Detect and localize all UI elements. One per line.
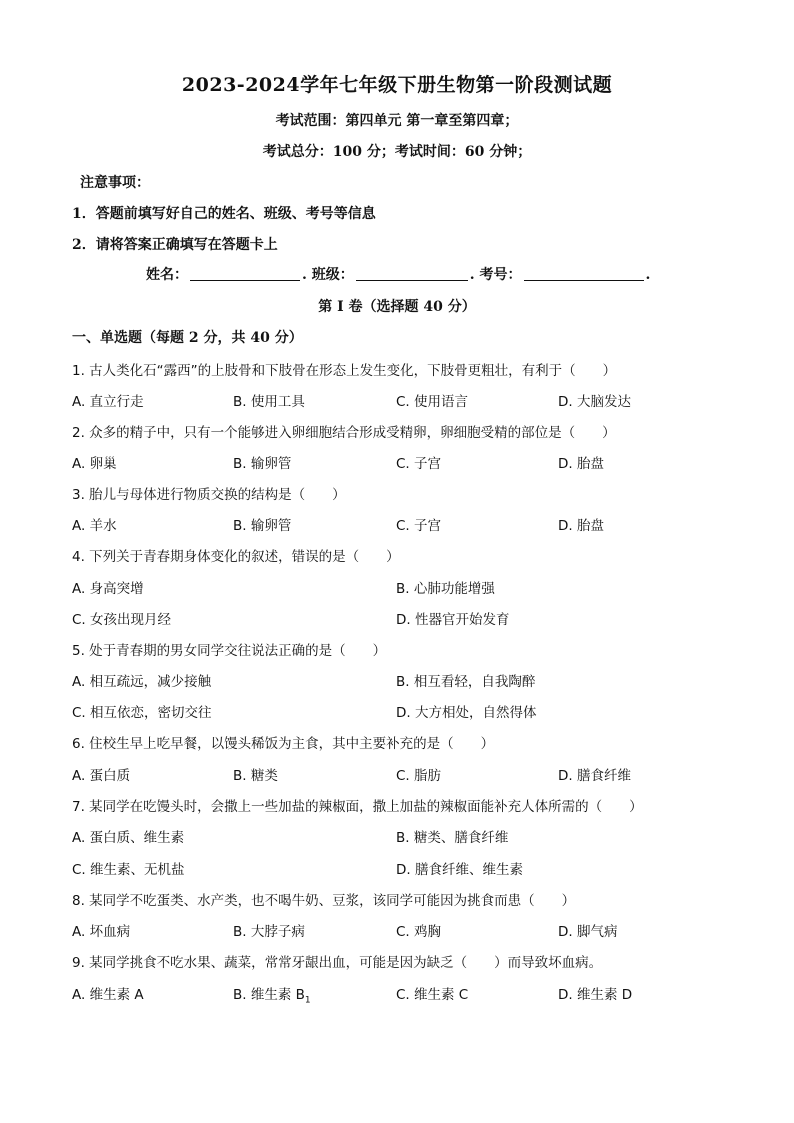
option-d: D. 脚气病: [558, 924, 618, 940]
name-label: 姓名：: [146, 267, 188, 283]
option-d: D. 维生素 D: [558, 987, 633, 1003]
exam-score-time: 考试总分：100 分；考试时间：60 分钟；: [262, 144, 532, 160]
class-label: . 班级：: [302, 267, 354, 283]
student-info-line: [146, 264, 650, 284]
option-b: B. 大脖子病: [233, 924, 305, 940]
name-blank[interactable]: [190, 266, 300, 281]
option-a: A. 直立行走: [72, 394, 144, 410]
id-label: . 考号：: [469, 267, 522, 283]
option-d: D. 膳食纤维、维生素: [396, 862, 523, 878]
option-c: C. 相互依恋，密切交往: [72, 705, 212, 721]
id-blank[interactable]: [524, 266, 644, 281]
option-a: A. 蛋白质、维生素: [72, 830, 185, 846]
option-b-text: B. 维生素 B: [233, 987, 305, 1003]
option-b: B. 相互看轻，自我陶醉: [396, 674, 536, 690]
note-item: 1．答题前填写好自己的姓名、班级、考号等信息: [72, 206, 376, 222]
option-a: A. 卵巢: [72, 456, 117, 472]
question-stem: 7. 某同学在吃馒头时，会撒上一些加盐的辣椒面，撒上加盐的辣椒面能补充人体所需的（ ）: [72, 799, 643, 815]
question-stem: 2. 众多的精子中，只有一个能够进入卵细胞结合形成受精卵，卵细胞受精的部位是（ ）: [72, 425, 616, 441]
part-heading: 第 I 卷（选择题 40 分）: [318, 299, 476, 315]
notes-heading: 注意事项：: [80, 175, 150, 191]
option-c: C. 脂肪: [396, 768, 442, 784]
question-stem: 1. 古人类化石“露西”的上肢骨和下肢骨在形态上发生变化，下肢骨更粗壮，有利于（ ）: [72, 363, 617, 379]
option-b: B. 使用工具: [233, 394, 305, 410]
subscript: 1: [304, 995, 311, 1006]
section-heading: 一、单选题（每题 2 分，共 40 分）: [72, 330, 303, 346]
option-a: A. 蛋白质: [72, 768, 131, 784]
option-a: A. 维生素 A: [72, 987, 144, 1003]
page-title: 2023-2024学年七年级下册生物第一阶段测试题: [181, 74, 613, 96]
option-b: B. 心肺功能增强: [396, 581, 495, 597]
question-stem: 4. 下列关于青春期身体变化的叙述，错误的是（ ）: [72, 549, 400, 565]
option-c: C. 子宫: [396, 456, 442, 472]
info-end: .: [645, 267, 651, 283]
option-d: D. 膳食纤维: [558, 768, 631, 784]
option-a: A. 坏血病: [72, 924, 131, 940]
option-b: B. 输卵管: [233, 518, 292, 534]
class-blank[interactable]: [356, 266, 468, 281]
note-item: 2．请将答案正确填写在答题卡上: [72, 237, 278, 253]
question-stem: 6. 住校生早上吃早餐，以馒头稀饭为主食，其中主要补充的是（ ）: [72, 736, 495, 752]
question-stem: 3. 胎儿与母体进行物质交换的结构是（ ）: [72, 487, 346, 503]
exam-scope: 考试范围：第四单元 第一章至第四章；: [275, 113, 519, 129]
option-c: C. 子宫: [396, 518, 442, 534]
option-c: C. 维生素 C: [396, 987, 469, 1003]
option-c: C. 鸡胸: [396, 924, 442, 940]
option-d: D. 性器官开始发育: [396, 612, 510, 628]
question-stem: 9. 某同学挑食不吃水果、蔬菜，常常牙龈出血，可能是因为缺乏（ ）而导致坏血病。: [72, 955, 603, 971]
option-c: C. 维生素、无机盐: [72, 862, 185, 878]
option-d: D. 大脑发达: [558, 394, 631, 410]
option-b: B. 糖类、膳食纤维: [396, 830, 509, 846]
option-d: D. 胎盘: [558, 518, 604, 534]
question-stem: 5. 处于青春期的男女同学交往说法正确的是（ ）: [72, 643, 387, 659]
option-d: D. 大方相处，自然得体: [396, 705, 537, 721]
option-a: A. 身高突增: [72, 581, 144, 597]
option-b: B. 糖类: [233, 768, 278, 784]
question-stem: 8. 某同学不吃蛋类、水产类，也不喝牛奶、豆浆，该同学可能因为挑食而患（ ）: [72, 893, 576, 909]
option-a: A. 羊水: [72, 518, 117, 534]
option-b: B. 输卵管: [233, 456, 292, 472]
option-c: C. 女孩出现月经: [72, 612, 172, 628]
option-d: D. 胎盘: [558, 456, 604, 472]
option-c: C. 使用语言: [396, 394, 469, 410]
option-a: A. 相互疏远，减少接触: [72, 674, 212, 690]
option-b: [233, 983, 311, 1006]
